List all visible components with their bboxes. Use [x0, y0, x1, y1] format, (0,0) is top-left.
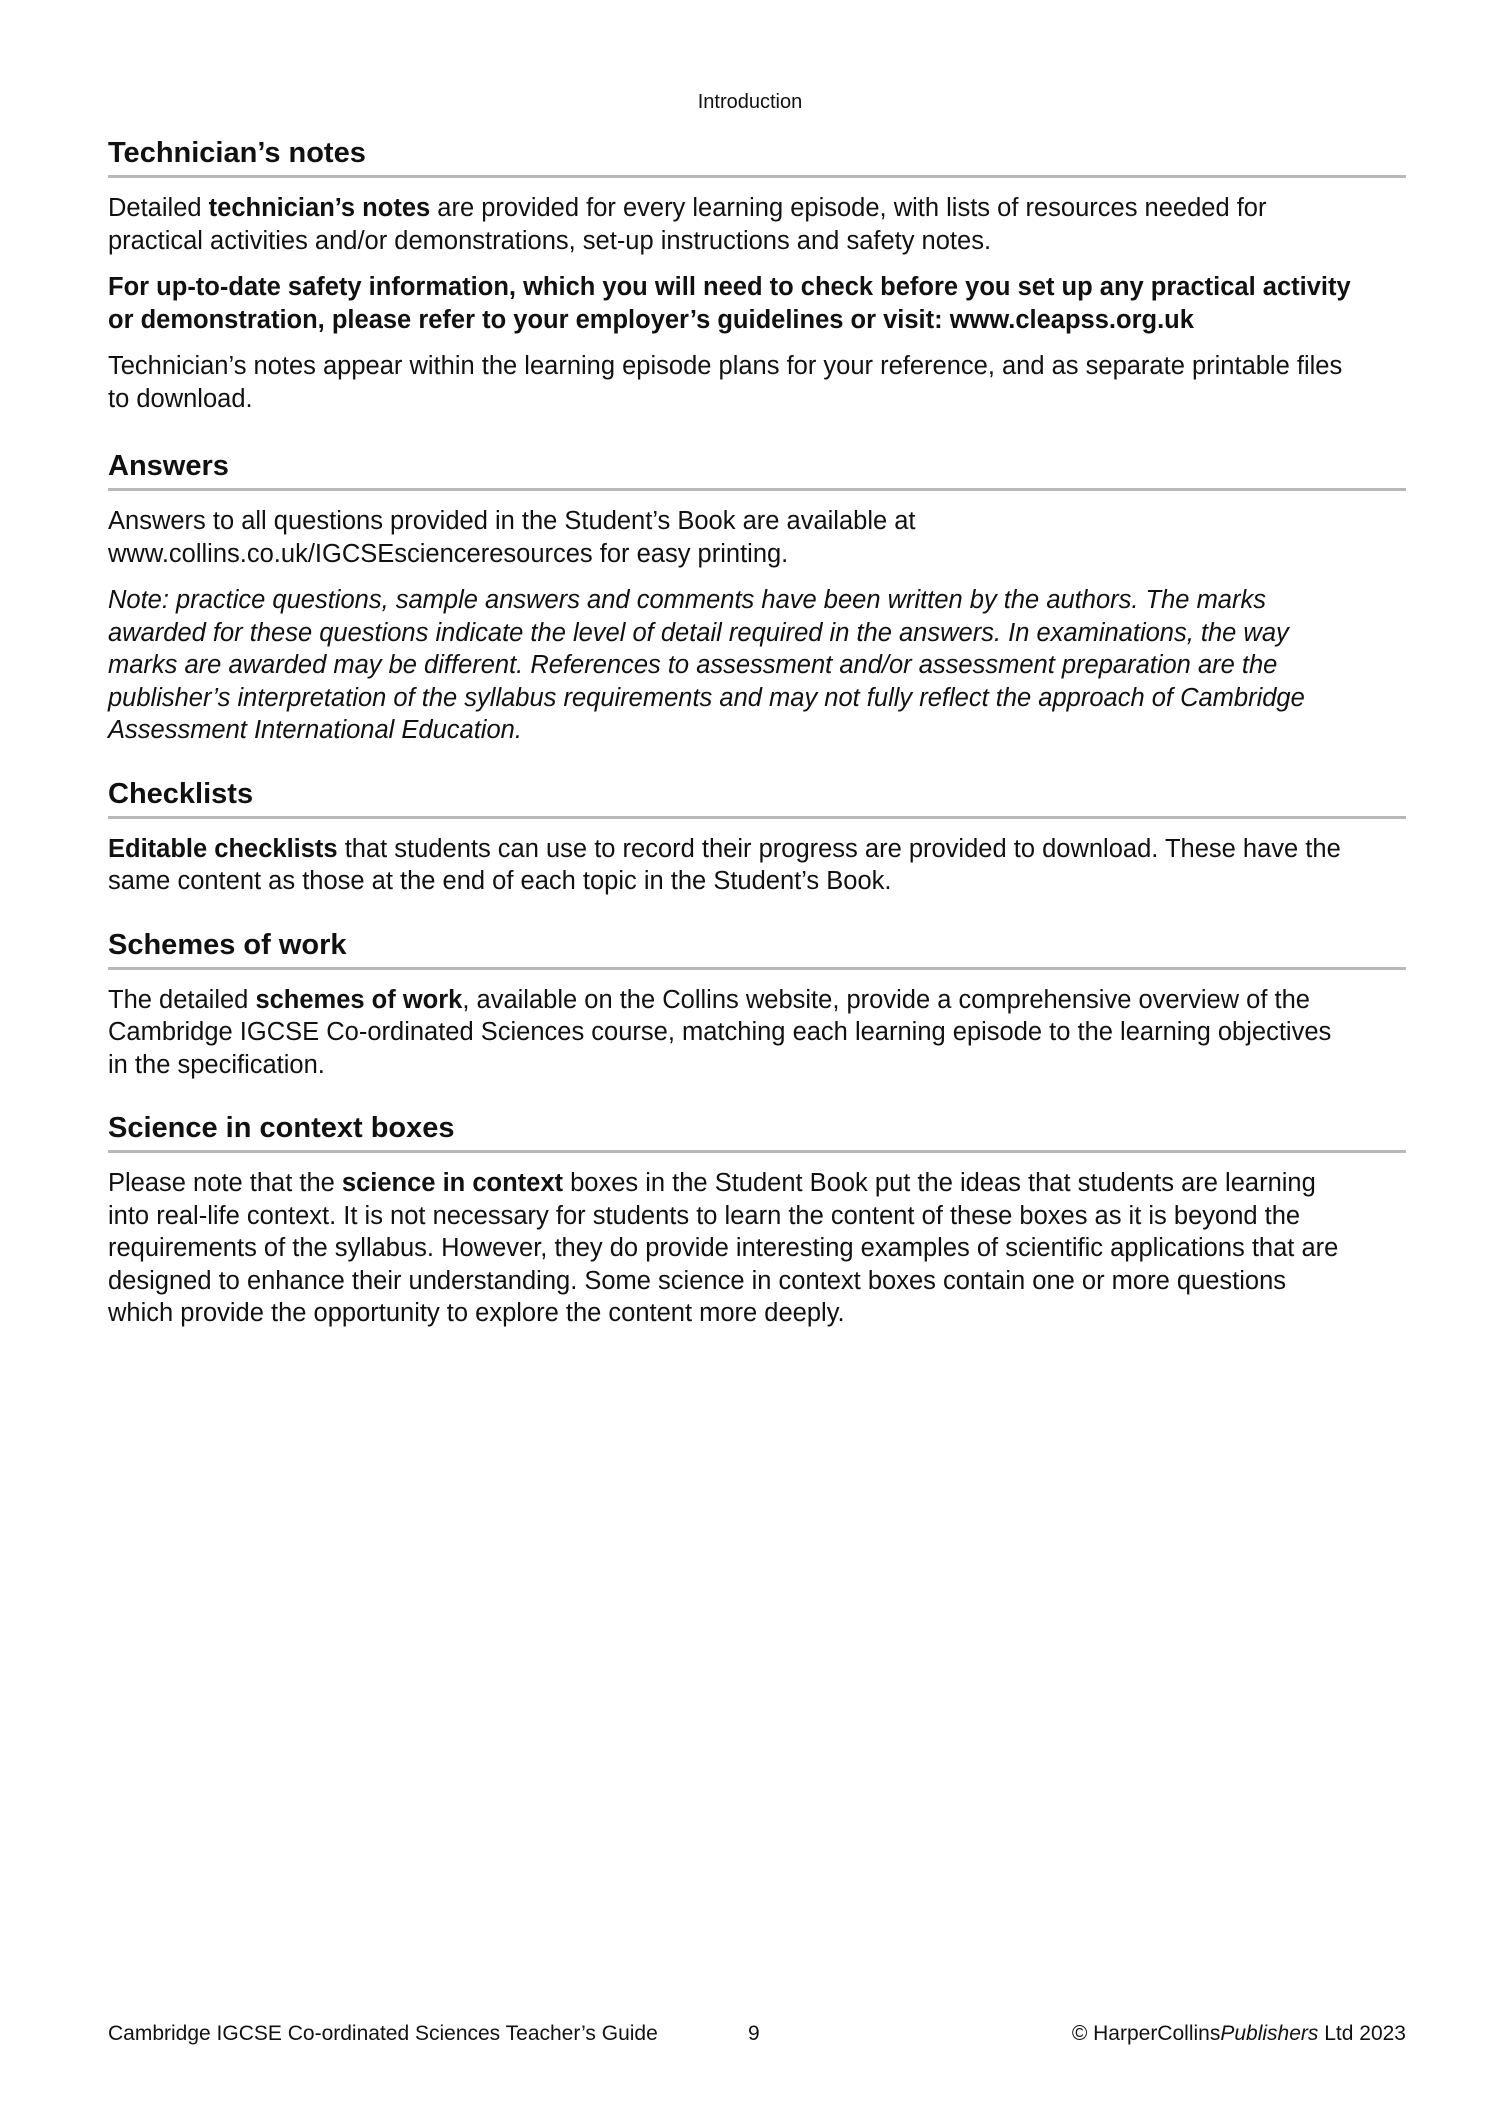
paragraph	[108, 984, 1358, 1082]
section-checklists	[108, 777, 1406, 898]
copyright-italic-text: Publishers	[1220, 2022, 1319, 2045]
paragraph	[108, 192, 1358, 257]
running-head: Introduction	[697, 91, 803, 113]
footer-book-title: Cambridge IGCSE Co-ordinated Sciences Teacher’s Guide	[108, 2022, 658, 2045]
paragraph	[108, 1167, 1358, 1330]
copyright-text: Ltd 2023	[1318, 2022, 1406, 2045]
paragraph	[108, 833, 1358, 898]
section-answers	[108, 449, 1406, 747]
paragraph-text: The detailed	[108, 985, 256, 1014]
note-paragraph: Note: practice questions, sample answers and comments have been written by the authors. The marks awarded for these questions indicate the level of detail required in the answers. In examinations, the way marks are awarded may be different. References to assessment and/or assessment preparation are the publisher’s interpretation of the syllabus requirements and may not fully reflect the approach of Cambridge Assessment International Education.	[108, 586, 1305, 744]
section-science-in-context	[108, 1111, 1406, 1330]
page-content	[108, 136, 1406, 1344]
footer-copyright	[1072, 2020, 1406, 2048]
section-schemes-of-work	[108, 928, 1406, 1082]
section-heading: Answers	[108, 449, 1406, 491]
paragraph-text: Detailed	[108, 194, 209, 222]
emphasis-text: science in context	[341, 1169, 564, 1197]
paragraph-text: Please note that the	[108, 1169, 342, 1197]
page-number: 9	[748, 2022, 760, 2045]
emphasis-text: Editable checklists	[108, 834, 338, 863]
paragraph-text: are provided for every learning episode, with lists of resources needed for practical activities and/or demonstrations, set-up instructions and safety notes.	[108, 194, 1267, 255]
section-heading: Checklists	[108, 777, 1406, 819]
copyright-text: © HarperCollins	[1071, 2022, 1221, 2045]
paragraph-text: boxes in the Student Book put the ideas that students are learning into real-life context. It is not necessary for students to learn the content of these boxes as it is beyond the requirements of the syllabus. However, they do provide interesting examples of scientific applications that are designed to enhance their understanding. Some science in context boxes contain one or more questions which provide the opportunity to explore the content more deeply.	[108, 1169, 1339, 1327]
section-technicians-notes	[108, 136, 1406, 415]
section-heading: Technician’s notes	[108, 136, 1406, 178]
emphasis-text: technician’s notes	[208, 194, 431, 222]
paragraph: Answers to all questions provided in the Student’s Book are available at www.collins.co.uk/IGCSEscienceresources for easy printing.	[108, 507, 916, 568]
emphasis-text: schemes of work	[255, 985, 463, 1014]
page-footer	[108, 2020, 1406, 2048]
section-heading: Science in context boxes	[108, 1111, 1406, 1153]
paragraph-text: , available on the Collins website, provide a comprehensive overview of the Cambridge IGCSE Co-ordinated Sciences course, matching each learning episode to the learning objectives in the specification.	[108, 985, 1332, 1079]
safety-notice: For up-to-date safety information, which you will need to check before you set up any practical activity or demonstration, please refer to your employer’s guidelines or visit: www.cleapss.org.uk	[108, 273, 1351, 334]
section-heading: Schemes of work	[108, 928, 1406, 970]
paragraph-text: that students can use to record their progress are provided to download. These have the same content as those at the end of each topic in the Student’s Book.	[108, 834, 1341, 895]
paragraph: Technician’s notes appear within the learning episode plans for your reference, and as separate printable files to download.	[108, 352, 1343, 413]
